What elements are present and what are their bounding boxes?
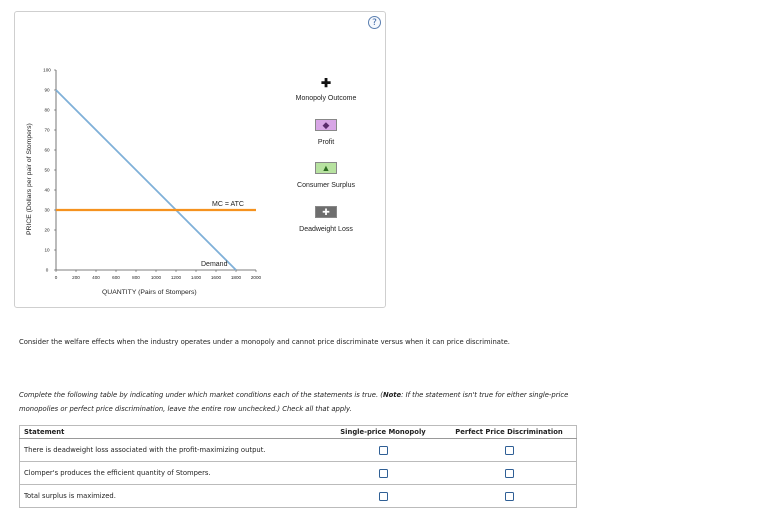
statement-table	[19, 425, 577, 508]
y-tick-label: 0	[45, 267, 49, 273]
cell-perfect-discrimination	[442, 439, 577, 462]
y-tick-label: 50	[44, 167, 50, 173]
perfect-discrimination-checkbox[interactable]	[505, 469, 514, 478]
x-tick-label: 200	[72, 275, 80, 280]
statement-text: There is deadweight loss associated with the profit-maximizing output.	[20, 439, 325, 462]
cell-single-price	[324, 485, 442, 508]
mcatc-label: MC = ATC	[212, 201, 244, 208]
instructions-prefix: Complete the following table by indicating under which market conditions each of the statements is true. (	[19, 391, 383, 399]
x-axis-title: QUANTITY (Pairs of Stompers)	[102, 289, 197, 296]
graph-panel	[14, 11, 386, 308]
note-label: Note	[382, 391, 402, 399]
cell-single-price	[324, 462, 442, 485]
y-tick-label: 10	[44, 247, 50, 253]
y-tick-label: 60	[44, 147, 50, 153]
chart	[15, 12, 387, 309]
table-row	[20, 485, 577, 508]
chart-series[interactable]	[56, 90, 256, 270]
x-tick-label: 1600	[210, 275, 222, 280]
table-row	[20, 462, 577, 485]
y-tick-label: 90	[44, 87, 50, 93]
diamond-marker-icon[interactable]: ◆	[315, 119, 337, 131]
statement-text: Clomper's produces the efficient quantity of Stompers.	[20, 462, 325, 485]
x-tick-label: 1400	[190, 275, 202, 280]
cell-single-price	[324, 439, 442, 462]
y-axis-title: PRICE (Dollars per pair of Stompers)	[26, 123, 33, 235]
demand-curve[interactable]	[56, 90, 236, 270]
x-tick-label: 1000	[150, 275, 162, 280]
cell-perfect-discrimination	[442, 485, 577, 508]
tool-label: Consumer Surplus	[297, 182, 355, 189]
tool-deadweight-loss[interactable]	[281, 206, 371, 233]
table-header-row	[20, 426, 577, 439]
instructions-paragraph: Consider the welfare effects when the industry operates under a monopoly and cannot price discriminate versus when it can price discriminate.	[19, 338, 510, 346]
perfect-discrimination-checkbox[interactable]	[505, 446, 514, 455]
x-tick-label: 400	[92, 275, 100, 280]
y-tick-label: 20	[44, 227, 50, 233]
x-tick-label: 2000	[250, 275, 262, 280]
tool-profit[interactable]	[281, 119, 371, 146]
single-price-checkbox[interactable]	[379, 469, 388, 478]
header-single-price: Single-price Monopoly	[324, 426, 442, 439]
y-tick-label: 40	[44, 187, 50, 193]
cell-perfect-discrimination	[442, 462, 577, 485]
x-tick-label: 1200	[170, 275, 182, 280]
x-tick-label: 800	[132, 275, 140, 280]
header-statement: Statement	[20, 426, 325, 439]
table-instructions	[19, 388, 589, 416]
statement-text: Total surplus is maximized.	[20, 485, 325, 508]
x-tick-label: 0	[54, 275, 58, 280]
tool-label: Deadweight Loss	[299, 226, 353, 233]
demand-label: Demand	[201, 261, 228, 268]
table-row	[20, 439, 577, 462]
plus-marker-icon[interactable]: ✚	[315, 206, 337, 218]
instructions-note: : If the statement isn't true for either single-price monopolies or perfect price discrimination, leave the entire row unchecked.) Check all that apply.	[19, 391, 569, 413]
chart-ticks	[43, 68, 261, 280]
tool-consumer-surplus[interactable]	[281, 162, 371, 189]
y-tick-label: 30	[44, 207, 50, 213]
plus-marker-icon[interactable]: ✚	[320, 76, 332, 90]
tool-label: Profit	[317, 139, 335, 146]
previous-content-edge	[0, 0, 120, 2]
x-tick-label: 1800	[230, 275, 242, 280]
x-tick-label: 600	[112, 275, 120, 280]
header-perfect-discrimination: Perfect Price Discrimination	[442, 426, 577, 439]
tool-monopoly-outcome[interactable]	[281, 77, 371, 102]
y-tick-label: 80	[44, 107, 50, 113]
perfect-discrimination-checkbox[interactable]	[505, 492, 514, 501]
single-price-checkbox[interactable]	[379, 492, 388, 501]
y-tick-label: 100	[43, 67, 51, 73]
single-price-checkbox[interactable]	[379, 446, 388, 455]
tool-label: Monopoly Outcome	[295, 95, 357, 102]
triangle-marker-icon[interactable]: ▲	[315, 162, 337, 174]
help-icon[interactable]: ?	[368, 16, 381, 29]
y-tick-label: 70	[44, 127, 50, 133]
chart-axes	[56, 70, 256, 270]
